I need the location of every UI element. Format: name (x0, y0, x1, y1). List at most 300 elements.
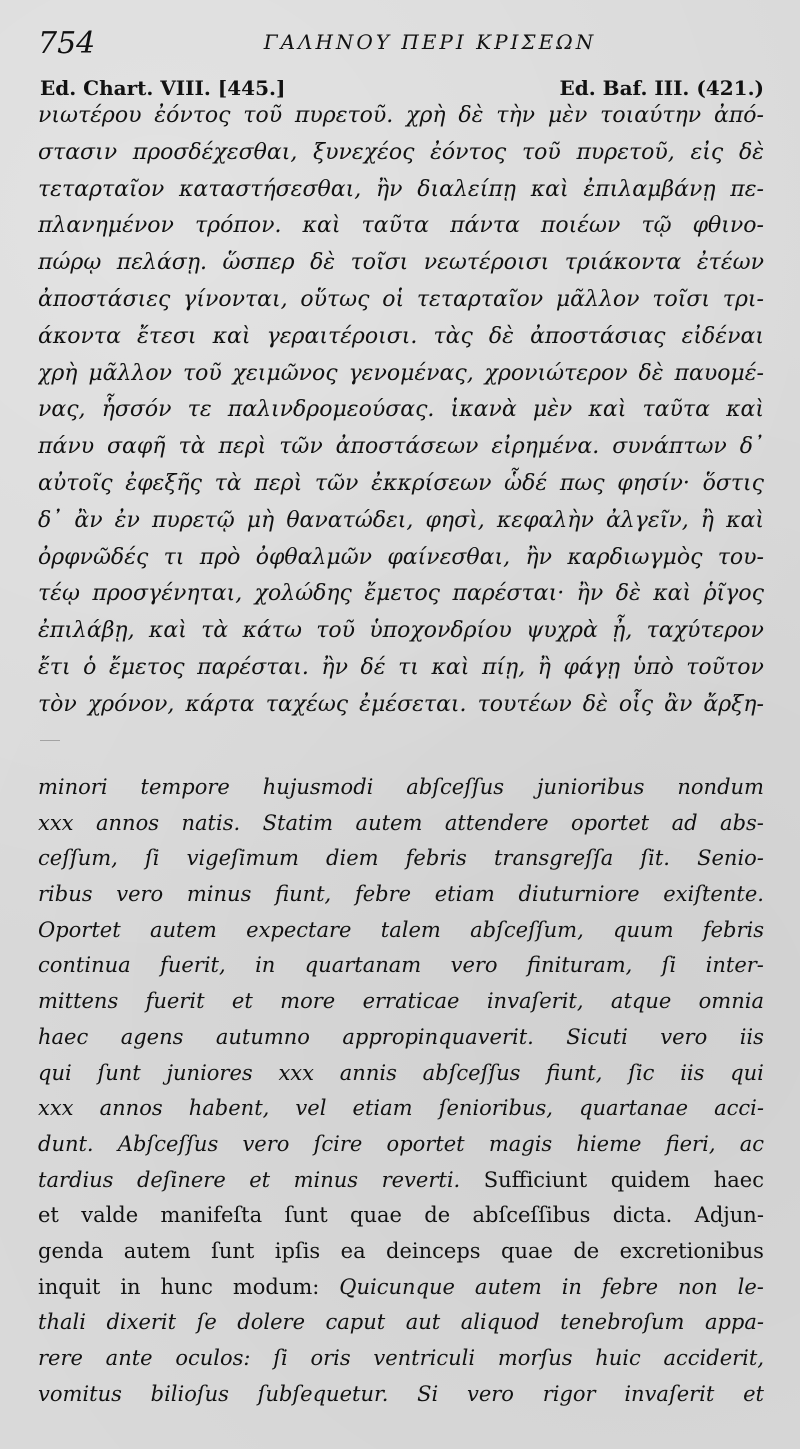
word: abſceſſus (422, 1060, 521, 1085)
word: Sufficiunt (483, 1167, 588, 1192)
word: xxx (278, 1060, 314, 1085)
word: dicta. (612, 1203, 673, 1228)
word: παλινδρομεούσας. (227, 397, 435, 423)
word: Quicunque (339, 1274, 455, 1299)
word: autem (355, 810, 423, 835)
latin-line (38, 770, 764, 806)
word: nondum (677, 775, 764, 799)
word: genda (38, 1238, 104, 1263)
word: ὥσπερ (222, 250, 295, 276)
word: πως (559, 470, 605, 496)
word: κάρτα (185, 691, 255, 717)
word: τὰ (214, 470, 242, 496)
greek-line (38, 208, 764, 245)
word: non (677, 1274, 718, 1299)
word: δὲ (638, 360, 664, 386)
word: τῶν (279, 434, 323, 460)
word: τοῖσι (350, 250, 409, 276)
word: tempore (140, 775, 230, 799)
latin-line (38, 1341, 764, 1377)
word: μᾶλλον (88, 360, 173, 386)
word: φθινο- (692, 213, 764, 239)
word: πυρετῷ (151, 507, 235, 533)
word: manifeſta (160, 1203, 263, 1228)
show-through-mark (40, 740, 60, 741)
word: καὶ (148, 618, 187, 644)
word: ἐμέσεται. (359, 691, 467, 717)
word: ἀποστάσιας (530, 323, 666, 349)
word: autem (474, 1274, 542, 1299)
word: ὑποχονδρίου (369, 618, 512, 644)
word: autem (149, 917, 217, 942)
word: ἐφεξῆς (125, 470, 202, 496)
word: morſus (497, 1346, 573, 1370)
word: annos (96, 810, 160, 835)
word: fiunt, (546, 1060, 603, 1085)
word: τεταρταῖον (416, 286, 544, 312)
word: ταῦτα (361, 213, 429, 239)
edition-reference-right: Ed. Baf. III. (421.) (559, 76, 764, 100)
word: haec (38, 1024, 89, 1049)
word: πλανημένον (38, 213, 174, 239)
latin-text-block (38, 770, 764, 1412)
word: φαίνεσθαι, (387, 544, 511, 570)
word: πε- (730, 176, 764, 202)
word: εἰρημένα. (491, 434, 600, 460)
word: febre (354, 882, 412, 907)
word: τεταρταῖον (38, 176, 165, 202)
word: quartanam (304, 953, 422, 978)
word: abſceſſibus (472, 1203, 591, 1228)
word: προσγένηται, (92, 581, 243, 607)
word: tardius (38, 1167, 114, 1192)
word: autem (123, 1238, 191, 1263)
word: ἔμετος (108, 654, 185, 680)
word: χολώδης (254, 581, 352, 607)
word: πάντα (450, 213, 520, 239)
word: δὲ (458, 103, 484, 128)
word: minori (38, 775, 108, 799)
word: ſic (628, 1060, 655, 1085)
word: deinceps (386, 1238, 481, 1263)
word: ῥῖγος (703, 581, 764, 607)
word: νιωτέρου (38, 103, 142, 128)
word: τῶν (314, 470, 359, 496)
word: Si (417, 1381, 439, 1406)
word: Oportet (38, 917, 121, 942)
word: ἀπό- (713, 103, 764, 128)
word: febre (601, 1274, 659, 1299)
word: ἢ (537, 654, 551, 680)
word: τὰς (433, 323, 473, 349)
word: talem (380, 917, 441, 942)
word: ceſſum, (38, 846, 118, 871)
word: χρόνον, (87, 691, 175, 717)
word: ἐτέων (696, 250, 764, 276)
word: habent, (188, 1096, 270, 1121)
word: oculos: (175, 1346, 251, 1370)
word: ὁ (83, 654, 97, 680)
word: invaſerit, (486, 989, 584, 1014)
word: ἧσσόν (101, 397, 172, 423)
latin-line (38, 1270, 764, 1306)
word: ſi (273, 1346, 288, 1370)
word: τέῳ (38, 581, 80, 607)
greek-line (38, 613, 764, 650)
word: ἱκανὰ (450, 397, 517, 423)
word: ὅστις (702, 470, 764, 496)
word: finituram, (526, 953, 633, 978)
word: φησίν· (617, 470, 690, 496)
word: εἰδέναι (681, 323, 764, 349)
word: καὶ (212, 323, 251, 349)
word: rigor (542, 1381, 596, 1406)
greek-line (38, 172, 764, 209)
word: περὶ (254, 470, 303, 496)
word: reverti. (381, 1167, 461, 1192)
word: τοιαύτην (600, 103, 702, 128)
greek-line (38, 245, 764, 282)
word: ſubſequetur. (257, 1381, 389, 1406)
latin-line (38, 877, 764, 913)
word: ſi (144, 846, 160, 871)
word: appropinquaverit. (342, 1024, 534, 1049)
word: qui (38, 1060, 72, 1085)
word: εἰς (690, 139, 724, 165)
word: expectare (246, 917, 352, 942)
word: πρὸ (199, 544, 241, 570)
word: τε (187, 397, 212, 423)
word: hujusmodi (262, 775, 374, 799)
word: annis (339, 1060, 397, 1085)
word: ἀποστάσιες (38, 286, 171, 312)
word: καὶ (653, 581, 692, 607)
word: xxx (38, 810, 74, 835)
latin-line (38, 1020, 764, 1056)
word: ἢν (576, 581, 604, 607)
word: πελάσῃ. (116, 250, 207, 276)
word: ἀποστάσεων (335, 434, 479, 460)
word: Senio- (697, 846, 764, 871)
word: ſenioribus, (438, 1096, 553, 1121)
word: acci- (714, 1096, 764, 1121)
greek-line (38, 687, 764, 724)
latin-line (38, 913, 764, 949)
word: natis. (181, 810, 241, 835)
word: ſit. (640, 846, 670, 871)
word: πίῃ, (481, 654, 526, 680)
word: abſceſſus (406, 775, 505, 799)
word: κεφαλὴν (496, 507, 594, 533)
word: ipſis (274, 1238, 321, 1263)
word: vomitus (38, 1381, 122, 1406)
word: abſceſſum, (470, 917, 584, 942)
word: ribus (38, 882, 93, 907)
latin-line (38, 1127, 764, 1163)
word: Adjun- (694, 1203, 764, 1228)
word: νεωτέροισι (423, 250, 550, 276)
word: θανατώδει, (286, 507, 414, 533)
greek-line (38, 429, 764, 466)
word: de (573, 1238, 600, 1263)
word: fuerit, (160, 953, 226, 978)
word: ventriculi (373, 1346, 476, 1370)
word: ὑπὸ (632, 654, 674, 680)
word: ἢν (375, 176, 403, 202)
word: magis (488, 1131, 553, 1156)
word: παρέσται· (452, 581, 565, 607)
word: ἄρξη- (703, 691, 764, 717)
edition-reference-left: Ed. Chart. VIII. [445.] (40, 76, 286, 100)
word: omnia (698, 989, 764, 1014)
word: τρι- (722, 286, 764, 312)
word: junioribus (537, 775, 645, 799)
greek-line (38, 540, 764, 577)
word: τι (163, 544, 185, 570)
word: dixerit (106, 1310, 177, 1335)
word: mittens (38, 989, 119, 1014)
word: τῷ (641, 213, 672, 239)
word: τοῖσι (652, 286, 711, 312)
word: acciderit, (663, 1346, 764, 1370)
word: ταχύτερον (646, 618, 764, 644)
word: καρδιωγμὸς (567, 544, 703, 570)
page-number: 754 (38, 26, 96, 61)
word: in (561, 1274, 582, 1299)
word: διαλείπῃ (417, 176, 516, 202)
word: etiam (352, 1096, 413, 1121)
word: χρὴ (406, 103, 446, 128)
greek-line (38, 135, 764, 172)
word: ἢν (321, 654, 348, 680)
word: in (120, 1274, 141, 1299)
word: ὀφθαλμῶν (255, 544, 373, 570)
word: ſunt (97, 1060, 141, 1085)
word: ἢν (525, 544, 553, 570)
latin-line (38, 948, 764, 984)
latin-line (38, 806, 764, 842)
word: ψυχρὰ (526, 618, 598, 644)
word: τὰ (201, 618, 229, 644)
latin-line (38, 1056, 764, 1092)
word: fiunt, (275, 882, 332, 907)
word: attendere (444, 810, 549, 835)
word: καὶ (302, 213, 341, 239)
word: δὲ (582, 691, 608, 717)
latin-line (38, 984, 764, 1020)
word: δὲ (615, 581, 641, 607)
word: τριάκοντα (564, 250, 682, 276)
word: πυρετοῦ. (294, 103, 394, 128)
word: diuturniore (518, 882, 640, 907)
word: του- (717, 544, 764, 570)
word: quum (613, 917, 674, 942)
word: ea (340, 1238, 366, 1263)
word: τοῦ (316, 618, 355, 644)
word: φάγῃ (563, 654, 621, 680)
word: aut (405, 1310, 441, 1335)
word: et (231, 989, 253, 1014)
word: febris (405, 846, 467, 871)
word: more (280, 989, 336, 1014)
word: autumno (215, 1024, 310, 1049)
word: iis (680, 1060, 705, 1085)
word: χειμῶνος (232, 360, 338, 386)
word: οἷς (618, 691, 654, 717)
greek-line (38, 98, 764, 135)
word: quae (501, 1238, 553, 1263)
word: aliquod (460, 1310, 540, 1335)
word: juniores (166, 1060, 253, 1085)
word: ὧδέ (504, 470, 548, 496)
word: αὐτοῖς (38, 470, 113, 496)
word: καὶ (726, 507, 764, 533)
word: καταστήσεσθαι, (178, 176, 362, 202)
word: οὕτως (300, 286, 370, 312)
word: παρέσται. (197, 654, 309, 680)
word: χρονιώτερον (484, 360, 628, 386)
word: atque (610, 989, 672, 1014)
word: τὸν (38, 691, 77, 717)
word: πάνυ (38, 434, 95, 460)
word: continua (38, 953, 131, 978)
word: febris (702, 917, 764, 942)
word: άκοντα (38, 323, 121, 349)
word: ᾖ, (612, 618, 633, 644)
word: στασιν (38, 139, 118, 165)
word: φησὶ, (425, 507, 485, 533)
word: et (249, 1167, 271, 1192)
word: dunt. (38, 1131, 94, 1156)
word: τι (398, 654, 419, 680)
word: παυομέ- (674, 360, 764, 386)
word: δ᾽ (739, 434, 764, 460)
word: γεραιτέροισι. (266, 323, 418, 349)
word: xxx (38, 1096, 74, 1121)
greek-line (38, 466, 764, 503)
word: ὀρφνῶδές (38, 544, 149, 570)
word: δὲ (488, 323, 514, 349)
word: iis (739, 1024, 764, 1049)
word: vero (116, 882, 164, 907)
word: Sicuti (566, 1024, 628, 1049)
word: fuerit (145, 989, 205, 1014)
word: agens (120, 1024, 184, 1049)
word: hieme (576, 1131, 642, 1156)
word: ſe (196, 1310, 217, 1335)
word: ante (105, 1346, 153, 1370)
word: μὲν (532, 397, 573, 423)
word: τουτέων (477, 691, 572, 717)
word: καὶ (431, 654, 470, 680)
word: ἂν (74, 507, 103, 533)
word: ad (671, 810, 698, 835)
word: ſi (661, 953, 677, 978)
word: τοῦ (182, 360, 222, 386)
greek-line (38, 576, 764, 613)
word: δὲ (738, 139, 764, 165)
word: erraticae (362, 989, 460, 1014)
word: ἐπιλαμβάνῃ (583, 176, 716, 202)
word: ἢ (700, 507, 714, 533)
word: etiam (434, 882, 495, 907)
word: deſinere (136, 1167, 226, 1192)
word: haec (713, 1167, 764, 1192)
latin-line (38, 1305, 764, 1341)
word: fieri, (665, 1131, 716, 1156)
word: caput (325, 1310, 386, 1335)
word: τρόπον. (195, 213, 282, 239)
word: γίνονται, (183, 286, 288, 312)
word: oportet (386, 1131, 465, 1156)
word: ἐπιλάβῃ, (38, 618, 135, 644)
word: κάτω (242, 618, 302, 644)
word: ſunt (211, 1238, 255, 1263)
word: καὶ (726, 397, 764, 423)
word: oris (310, 1346, 351, 1370)
word: thali (38, 1310, 86, 1335)
word: ac (739, 1131, 764, 1156)
word: ἐόντος (154, 103, 231, 128)
word: μὴ (246, 507, 275, 533)
word: καὶ (530, 176, 569, 202)
latin-line (38, 1163, 764, 1199)
latin-line (38, 1091, 764, 1127)
word: ἔμετος (364, 581, 441, 607)
word: vero (450, 953, 498, 978)
latin-line (38, 1198, 764, 1234)
word: μᾶλλον (555, 286, 640, 312)
word: ἐν (114, 507, 140, 533)
word: quidem (610, 1167, 691, 1192)
word: τὰ (178, 434, 206, 460)
latin-line (38, 841, 764, 877)
word: valde (81, 1203, 139, 1228)
word: quae (350, 1203, 402, 1228)
word: ξυνεχέος (313, 139, 415, 165)
word: oportet (571, 810, 650, 835)
word: appa- (704, 1310, 764, 1335)
word: ποιέων (540, 213, 621, 239)
word: ἂν (664, 691, 693, 717)
word: περὶ (218, 434, 267, 460)
word: excretionibus (619, 1238, 764, 1263)
greek-line (38, 392, 764, 429)
word: χρὴ (38, 360, 78, 386)
word: et (38, 1203, 59, 1228)
word: de (424, 1203, 451, 1228)
word: προσδέχεσθαι, (132, 139, 298, 165)
word: ταχέως (265, 691, 349, 717)
word: vero (660, 1024, 708, 1049)
word: rere (38, 1346, 83, 1370)
word: annos (99, 1096, 163, 1121)
word: καὶ (588, 397, 627, 423)
word: δ᾽ (38, 507, 63, 533)
greek-line (38, 650, 764, 687)
word: ταῦτα (642, 397, 710, 423)
word: ἐκκρίσεων (371, 470, 492, 496)
greek-line (38, 282, 764, 319)
word: vero (242, 1131, 290, 1156)
word: μὲν (547, 103, 588, 128)
word: ſunt (284, 1203, 328, 1228)
word: qui (730, 1060, 764, 1085)
word: minus (186, 882, 252, 907)
word: le- (737, 1274, 764, 1299)
word: tenebroſum (560, 1310, 685, 1335)
word: et (743, 1381, 764, 1406)
